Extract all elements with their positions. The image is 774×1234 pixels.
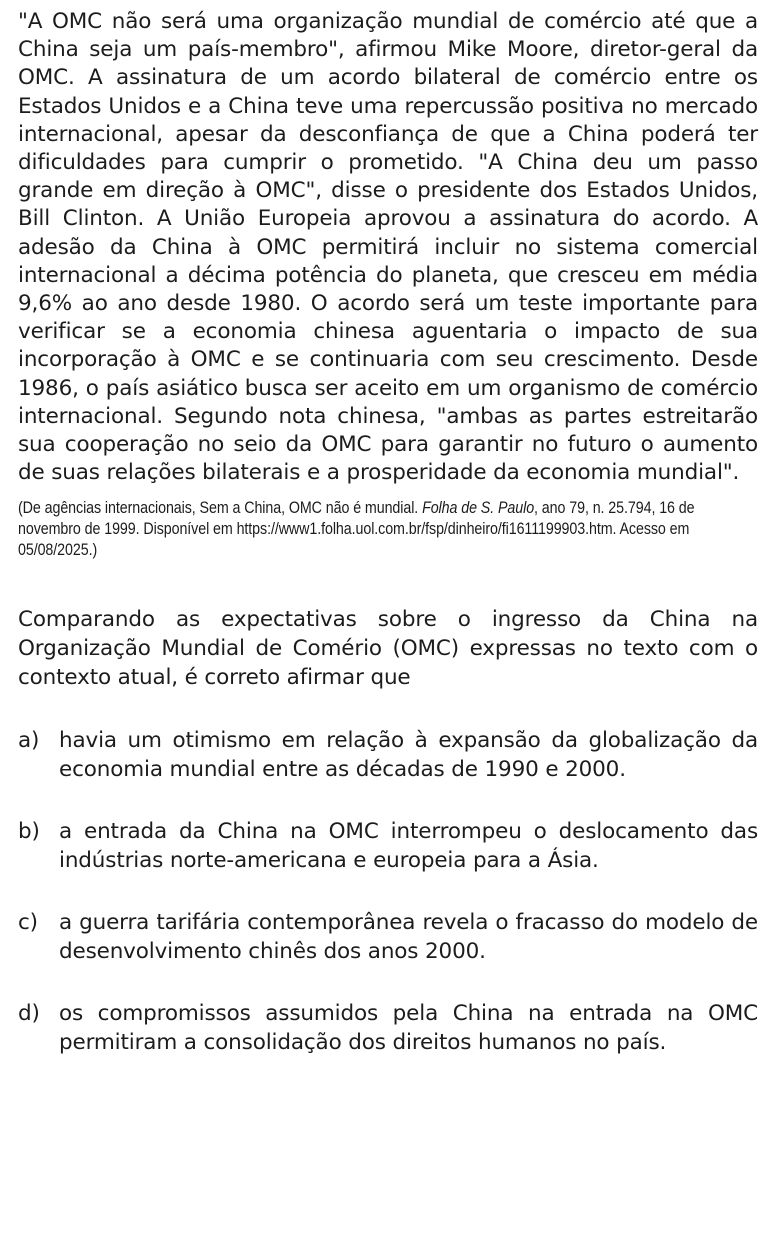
- option-letter: b): [18, 819, 40, 845]
- option-letter: a): [18, 728, 40, 754]
- source-citation: [18, 497, 759, 560]
- document-page: [18, 8, 758, 1090]
- option-text: a entrada da China na OMC interrompeu o deslocamento das indústrias norte-americana e europeia para a Ásia.: [59, 819, 758, 874]
- option-text: a guerra tarifária contemporânea revela o fracasso do modelo de desenvolvimento chinês dos anos 2000.: [59, 910, 758, 965]
- question-stem: Comparando as expectativas sobre o ingresso da China na Organização Mundial de Comério (OMC) expressas no texto com o contexto atual, é correto afirmar que: [18, 607, 758, 691]
- option-d: [18, 999, 758, 1057]
- option-a: [18, 726, 758, 784]
- source-publication: Folha de S. Paulo: [422, 498, 535, 518]
- passage-text: "A OMC não será uma organização mundial de comércio até que a China seja um país-membro", afirmou Mike Moore, diretor-geral da OMC. A assinatura de um acordo bilateral de comércio entre os Estados Unidos e a China teve uma repercussão positiva no mercado internacional, apesar da desconfiança de que a China poderá ter dificuldades para cumprir o prometido. "A China deu um passo grande em direção à OMC", disse o presidente dos Estados Unidos, Bill Clinton. A União Europeia aprovou a assinatura do acordo. A adesão da China à OMC permitirá incluir no sistema comercial internacional a décima potência do planeta, que cresceu em média 9,6% ao ano desde 1980. O acordo será um teste importante para verificar se a economia chinesa aguentaria o impacto de sua incorporação à OMC e se continuaria com seu crescimento. Desde 1986, o país asiático busca ser aceito em um organismo de comércio internacional. Segundo nota chinesa, "ambas as partes estreitarão sua cooperação no seio da OMC para garantir no futuro o aumento de suas relações bilaterais e a prosperidade da economia mundial".: [18, 9, 758, 486]
- option-c: [18, 908, 758, 966]
- option-text: havia um otimismo em relação à expansão da globalização da economia mundial entre as décadas de 1990 e 2000.: [59, 728, 758, 783]
- option-b: [18, 817, 758, 875]
- option-letter: d): [18, 1001, 40, 1027]
- source-citation-after: , ano 79, n. 25.794, 16 de novembro de 1999. Disponível em https://www1.folha.uol.com.br/fsp/dinheiro/fi1611199903.htm. Acesso em 05/08/2025.): [18, 498, 695, 560]
- option-text: os compromissos assumidos pela China na entrada na OMC permitiram a consolidação dos direitos humanos no país.: [59, 1001, 758, 1056]
- answer-options: [18, 726, 758, 1057]
- source-citation-before: (De agências internacionais, Sem a China, OMC não é mundial.: [18, 498, 423, 518]
- option-letter: c): [18, 910, 38, 936]
